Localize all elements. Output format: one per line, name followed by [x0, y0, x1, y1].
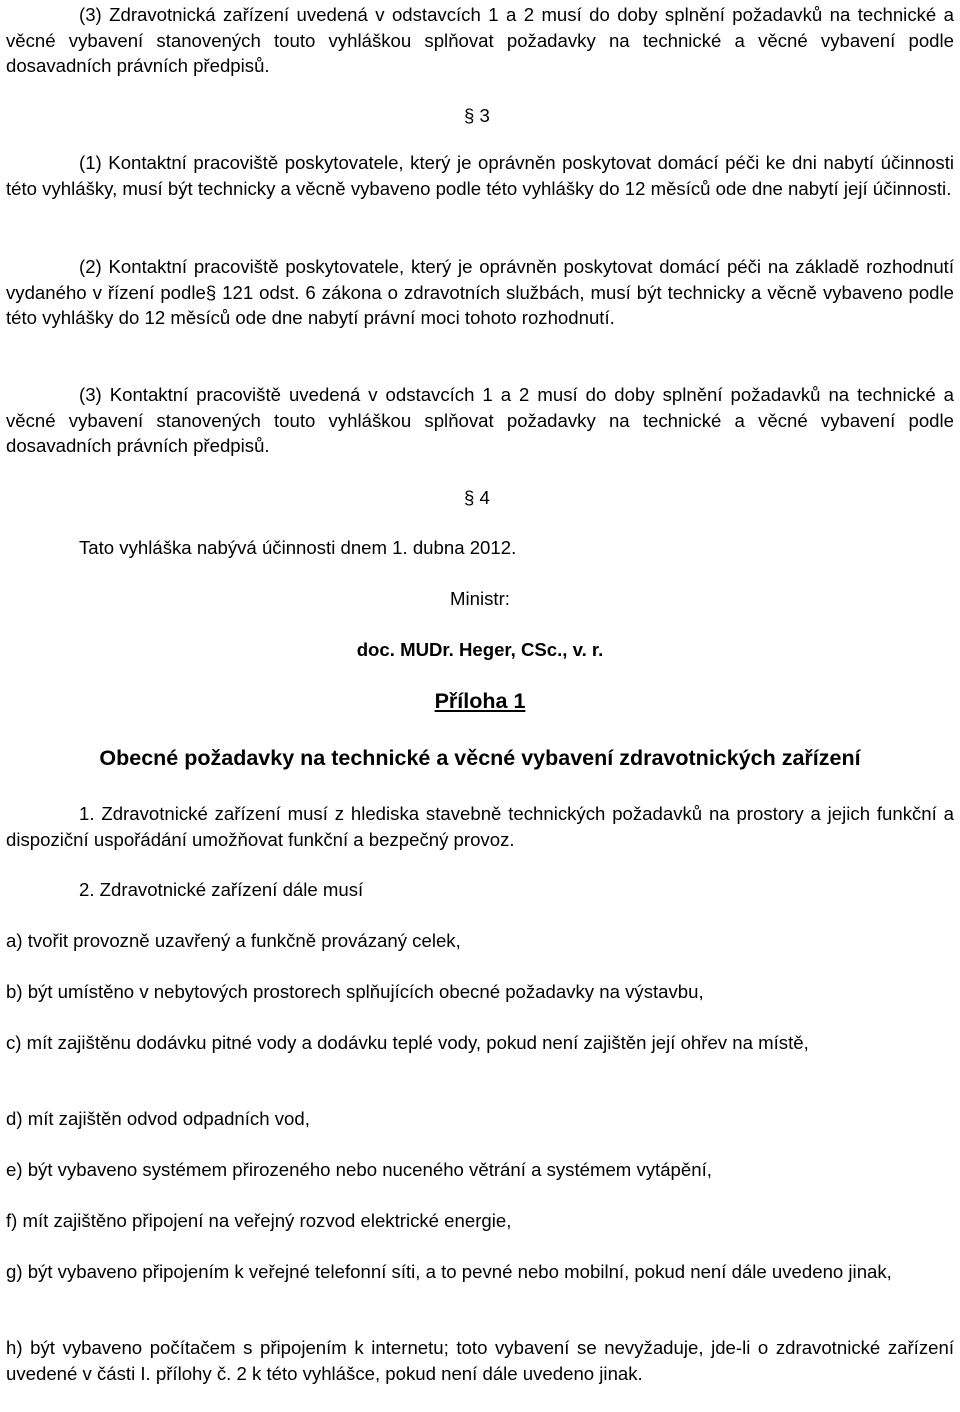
annex-subtitle: Obecné požadavky na technické a věcné vybavení zdravotnických zařízení	[99, 746, 861, 770]
annex-item-a: a) tvořit provozně uzavřený a funkčně provázaný celek,	[6, 930, 461, 951]
section-3-paragraph-1: (1) Kontaktní pracoviště poskytovatele, který je oprávněn poskytovat domácí péči ke dni nabytí účinnosti této vyhlášky, musí být technicky a věcně vybaveno podle této vyhlášky do 12 měsíců ode dne nabytí její účinnosti.	[6, 152, 954, 199]
annex-item-f: f) mít zajištěno připojení na veřejný rozvod elektrické energie,	[6, 1210, 512, 1231]
annex-item-2: 2. Zdravotnické zařízení dále musí	[79, 879, 364, 900]
annex-item-g: g) být vybaveno připojením k veřejné telefonní síti, a to pevné nebo mobilní, pokud není dále uvedeno jinak,	[6, 1261, 892, 1282]
annex-item-b: b) být umístěno v nebytových prostorech splňujících obecné požadavky na výstavbu,	[6, 981, 704, 1002]
section-3-heading: § 3	[464, 105, 490, 126]
minister-label: Ministr:	[450, 588, 510, 609]
previous-paragraph-3: (3) Zdravotnická zařízení uvedená v odstavcích 1 a 2 musí do doby splnění požadavků na technické a věcné vybavení stanovených touto vyhláškou splňovat požadavky na technické a věcné vybavení podle dosavadních právních předpisů.	[6, 4, 954, 77]
annex-item-d: d) mít zajištěn odvod odpadních vod,	[6, 1108, 310, 1129]
annex-title-text: Příloha 1	[434, 689, 526, 713]
annex-item-1: 1. Zdravotnické zařízení musí z hlediska stavebně technických požadavků na prostory a jejich funkční a dispoziční uspořádání umožňovat funkční a bezpečný provoz.	[6, 803, 954, 850]
minister-name: doc. MUDr. Heger, CSc., v. r.	[356, 639, 604, 660]
annex-item-e: e) být vybaveno systémem přirozeného nebo nuceného větrání a systémem vytápění,	[6, 1159, 712, 1180]
annex-title	[6, 687, 954, 715]
annex-item-c: c) mít zajištěnu dodávku pitné vody a dodávku teplé vody, pokud není zajištěn její ohřev na místě,	[6, 1032, 809, 1053]
section-4-text: Tato vyhláška nabývá účinnosti dnem 1. dubna 2012.	[79, 537, 517, 558]
annex-item-h: h) být vybaveno počítačem s připojením k internetu; toto vybavení se nevyžaduje, jde-li o zdravotnické zařízení uvedené v části I. přílohy č. 2 k této vyhlášce, pokud není dále uvedeno jinak.	[6, 1337, 954, 1384]
section-3-paragraph-3: (3) Kontaktní pracoviště uvedená v odstavcích 1 a 2 musí do doby splnění požadavků na technické a věcné vybavení stanovených touto vyhláškou splňovat požadavky na technické a věcné vybavení podle dosavadních právních předpisů.	[6, 384, 954, 457]
section-4-heading: § 4	[464, 487, 490, 508]
section-3-paragraph-2: (2) Kontaktní pracoviště poskytovatele, který je oprávněn poskytovat domácí péči na základě rozhodnutí vydaného v řízení podle§ 121 odst. 6 zákona o zdravotních službách, musí být technicky a věcně vybaveno podle této vyhlášky do 12 měsíců ode dne nabytí právní moci tohoto rozhodnutí.	[6, 256, 954, 329]
